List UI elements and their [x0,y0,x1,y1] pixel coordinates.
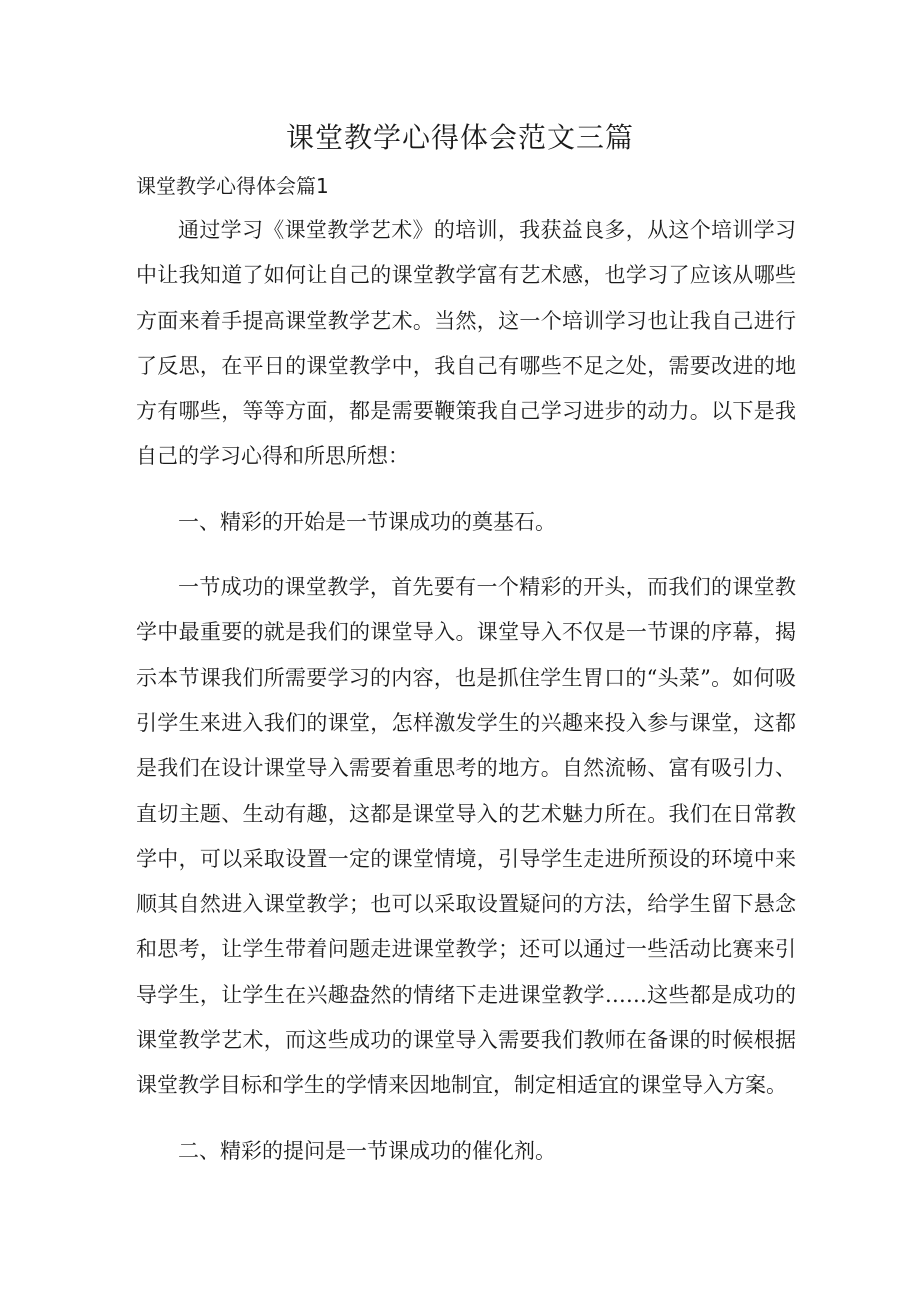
document-title: 课堂教学心得体会范文三篇 [285,121,634,154]
section-heading: 课堂教学心得体会篇1 [136,174,329,198]
paragraph-point-two-heading: 二、精彩的提问是一节课成功的催化剂。 [178,1138,556,1163]
paragraph-intro: 通过学习《课堂教学艺术》的培训，我获益良多，从这个培训学习中让我知道了如何让自己的课堂教学富有艺术感，也学习了应该从哪些方面来着手提高课堂教学艺术。当然，这一个培训学习也让我自己进行了反思，在平日的课堂教学中，我自己有哪些不足之处，需要改进的地方有哪些，等等方面，都是需要鞭策我自己学习进步的动力。以下是我自己的学习心得和所思所想： [136,218,796,469]
paragraph-point-one-heading: 一、精彩的开始是一节课成功的奠基石。 [178,509,556,534]
paragraph-point-one-body: 一节成功的课堂教学，首先要有一个精彩的开头，而我们的课堂教学中最重要的就是我们的课堂导入。课堂导入不仅是一节课的序幕，揭示本节课我们所需要学习的内容，也是抓住学生胃口的“头菜”。如何吸引学生来进入我们的课堂，怎样激发学生的兴趣来投入参与课堂，这都是我们在设计课堂导入需要着重思考的地方。自然流畅、富有吸引力、直切主题、生动有趣，这都是课堂导入的艺术魅力所在。我们在日常教学中，可以采取设置一定的课堂情境，引导学生走进所预设的环境中来顺其自然进入课堂教学；也可以采取设置疑问的方法，给学生留下悬念和思考，让学生带着问题走进课堂教学；还可以通过一些活动比赛来引导学生，让学生在兴趣盎然的情绪下走进课堂教学……这些都是成功的课堂教学艺术，而这些成功的课堂导入需要我们教师在备课的时候根据课堂教学目标和学生的学情来因地制宜，制定相适宜的课堂导入方案。 [136,575,796,1098]
document-body [136,208,796,1174]
